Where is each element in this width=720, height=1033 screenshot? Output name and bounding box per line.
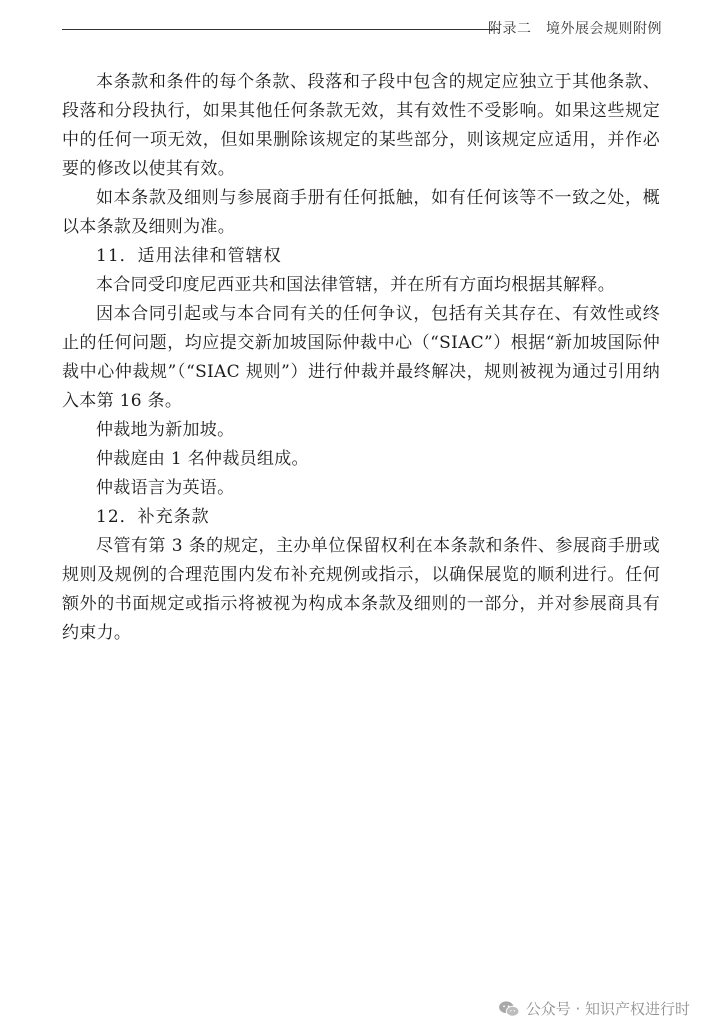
document-body	[62, 68, 660, 648]
paragraph-dispute-resolution: 因本合同引起或与本合同有关的任何争议，包括有关其存在、有效性或终止的任何问题，均应提交新加坡国际仲裁中心（“SIAC”）根据“新加坡国际仲裁中心仲裁规”（“SIAC 规则”）进行仲裁并最终解决，规则被视为通过引用纳入本第 16 条。	[62, 304, 660, 411]
watermark	[498, 998, 690, 1019]
header-rule	[62, 29, 500, 30]
wechat-icon	[498, 1000, 520, 1018]
paragraph-arbitration-seat: 仲裁地为新加坡。	[96, 420, 235, 440]
paragraph-supplementary: 尽管有第 3 条的规定，主办单位保留权利在本条款和条件、参展商手册或规则及规例的合理范围内发布补充规例或指示，以确保展览的顺利进行。任何额外的书面规定或指示将被视为构成本条款及细则的一部分，并对参展商具有约束力。	[62, 536, 660, 643]
section-heading-supplementary: 12．补充条款	[96, 507, 210, 527]
section-heading-governing-law: 11．适用法律和管辖权	[96, 246, 282, 266]
paragraph-governing-law: 本合同受印度尼西亚共和国法律管辖，并在所有方面均根据其解释。	[96, 275, 615, 295]
paragraph-severability: 本条款和条件的每个条款、段落和子段中包含的规定应独立于其他条款、段落和分段执行，如果其他任何条款无效，其有效性不受影响。如果这些规定中的任何一项无效，但如果删除该规定的某些部分，则该规定应适用，并作必要的修改以使其有效。	[62, 72, 660, 179]
running-header: 附录二 境外展会规则附例	[488, 21, 662, 37]
paragraph-tribunal: 仲裁庭由 1 名仲裁员组成。	[96, 449, 309, 469]
paragraph-precedence: 如本条款及细则与参展商手册有任何抵触，如有任何该等不一致之处，概以本条款及细则为准。	[62, 188, 660, 237]
paragraph-language: 仲裁语言为英语。	[96, 478, 235, 498]
watermark-text: 公众号 · 知识产权进行时	[525, 1000, 690, 1018]
